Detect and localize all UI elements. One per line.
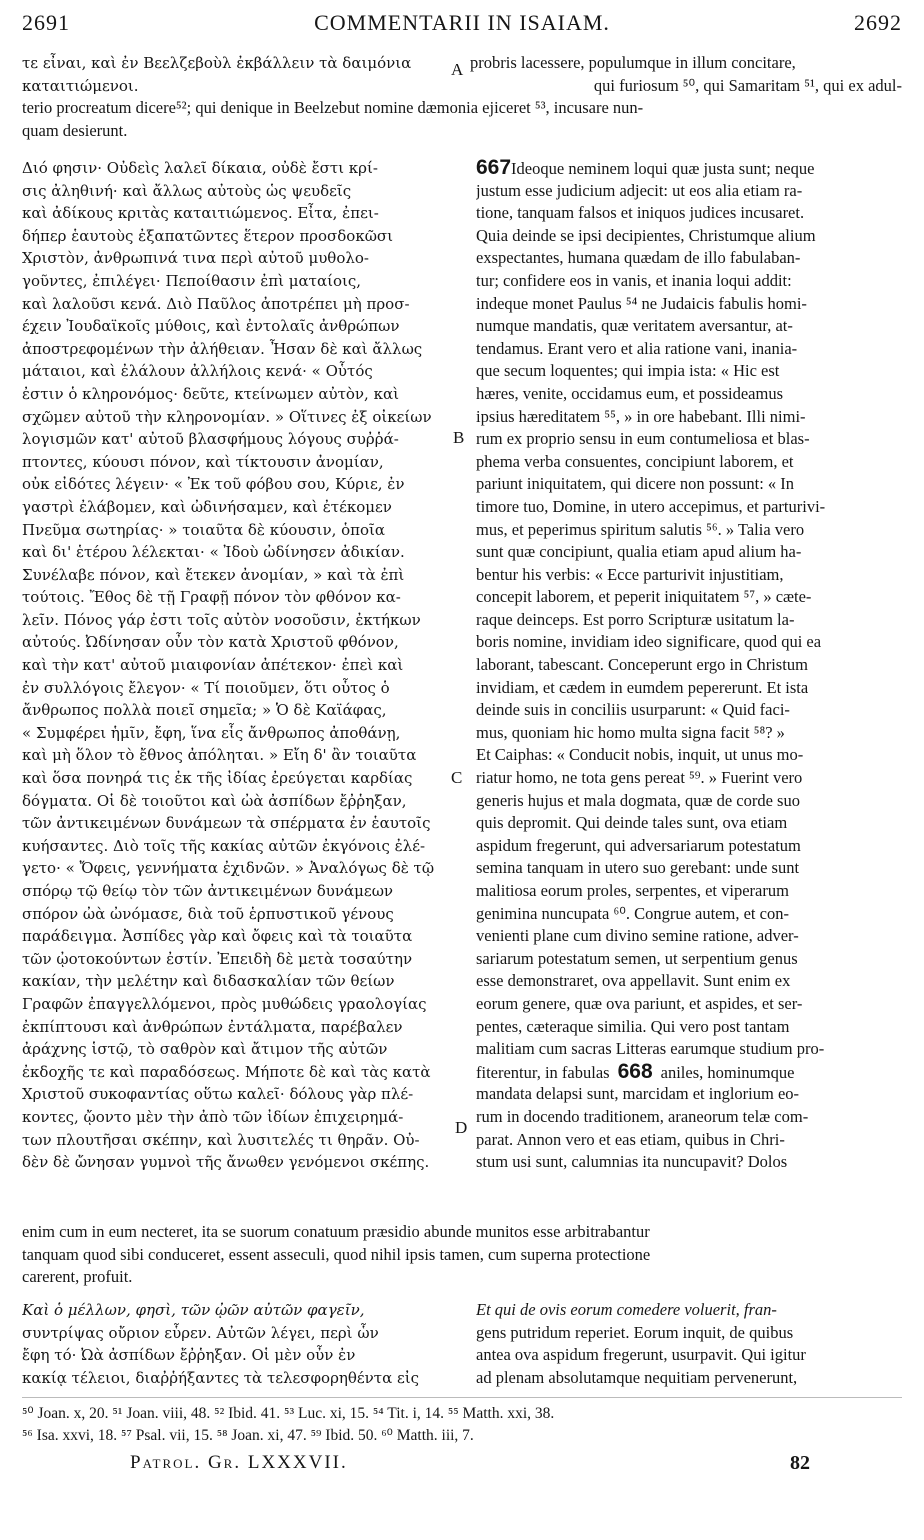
text-line: των πλουτῆσαι σκέπην, καὶ λυσιτελές τι θηρᾶν. Οὐ- bbox=[22, 1130, 420, 1149]
text-line: venienti plane cum divino semine ratione, adver- bbox=[476, 926, 799, 946]
text-line: ἐν συλλόγοις ἔλεγον· « Τί ποιοῦμεν, ὅτι οὗτος ὁ bbox=[22, 678, 390, 697]
text-line: δήπερ ἑαυτοὺς ἐξαπατῶντες ἕτερον προσδοκῶσι bbox=[22, 226, 394, 245]
text-line: ἀποστρεφομένων τὴν ἀλήθειαν. Ἦσαν δὲ καὶ ἄλλως bbox=[22, 339, 423, 358]
text-line: laborant, tabescant. Conceperunt ergo in Christum bbox=[476, 655, 808, 675]
text-line: gens putridum reperiet. Eorum inquit, de quibus bbox=[476, 1322, 794, 1342]
text-line: tendamus. Erant vero et alia ratione vani, inania- bbox=[476, 338, 798, 358]
text-line: phema verba consuentes, concipiunt laborem, et bbox=[476, 451, 794, 471]
top-full-width bbox=[22, 97, 902, 142]
text-line: δὲν δὲ ὤνησαν γυμνοὶ τῆς ἄνωθεν γενόμενοι σκέπης. bbox=[22, 1153, 430, 1172]
text-line: Quia deinde se ipsi decipientes, Christumque alium bbox=[476, 225, 816, 245]
text-line: οὐκ εἰδότες λέγειν· « Ἐκ τοῦ φόβου σου, Κύριε, ἐν bbox=[22, 475, 405, 494]
text-line: quam desierunt. bbox=[22, 120, 128, 140]
text-line: malitiosa eorum proles, serpentes, et viperarum bbox=[476, 881, 789, 900]
text-line: πτοντες, κύουσι πόνον, καὶ τίκτουσιν ἀνομίαν, bbox=[22, 452, 384, 471]
text-line: justum esse judicium adjecit: ut eos alia etiam ra- bbox=[476, 180, 803, 200]
text-line: boris nomine, invidiam ideo significare, quod qui ea bbox=[476, 632, 822, 652]
margin-letter-c: C bbox=[451, 768, 463, 787]
text-line: σπόρῳ τῷ θείῳ τὸν τῶν ἀντικειμένων δυνάμεων bbox=[22, 882, 394, 900]
text-line: ἐστιν ὁ κληρονόμος· δεῦτε, κτείνωμεν αὐτὸν, καὶ bbox=[22, 384, 399, 403]
greek-column-2 bbox=[22, 1299, 447, 1389]
text-line: tione, tanquam falsos et iniquos judices incusaret. bbox=[476, 203, 805, 223]
footnote-divider bbox=[22, 1397, 902, 1398]
section1-full-width bbox=[22, 1221, 902, 1289]
text-line: Γραφῶν ἐπαγγελλόμενοι, πρὸς μυθώδεις γραολογίας bbox=[22, 994, 427, 1013]
text-span: fiterentur, in fabulas bbox=[476, 1062, 610, 1082]
text-line: indeque monet Paulus ⁵⁴ ne Judaicis fabulis homi- bbox=[476, 293, 807, 313]
text-line: pariunt iniquitatem, qui dicere non possunt: « In bbox=[476, 474, 795, 494]
text-line: ad plenam absolutamque nequitiam pervenerunt, bbox=[476, 1367, 798, 1387]
text-line: rum in docendo traditionem, araneorum telæ com- bbox=[476, 1106, 809, 1126]
text-line: Et Caiphas: « Conducit nobis, inquit, ut unus mo- bbox=[476, 745, 804, 765]
text-line: σπόρον ὠὰ ὠνόμασε, διὰ τοῦ ἑρπυστικοῦ γένους bbox=[22, 904, 394, 923]
text-line: καὶ τὴν κατ' αὐτοῦ μιαιφονίαν ἀπέτεκον· ἐπεὶ καὶ bbox=[22, 656, 404, 675]
margin-letter-d: D bbox=[455, 1118, 468, 1137]
text-line: γοῦντες, ἐπιλέγει· Πεποίθασιν ἐπὶ ματαίοις, bbox=[22, 271, 362, 290]
text-line: ipsius hæreditatem ⁵⁵, » in ore habebant. Illi nimi- bbox=[476, 406, 806, 426]
text-line: σις ἀληθινή· καὶ ἄλλως αὐτοὺς ὡς ψευδεῖς bbox=[22, 181, 352, 200]
text-line: mandata delapsi sunt, marcidam et inglorium eo- bbox=[476, 1084, 800, 1104]
latin-column-2 bbox=[476, 1299, 902, 1389]
top-greek bbox=[22, 52, 442, 97]
text-line: parat. Annon vero et eas etiam, quibus in Chri- bbox=[476, 1129, 785, 1149]
text-line: έχειν Ἰουδαϊκοῖς μύθοις, καὶ ἐντολαῖς ἀνθρώπων bbox=[22, 317, 400, 336]
text-line: σχῶμεν αὐτοῦ τὴν κληρονομίαν. » Οἵτινες ἐξ οἰκείων bbox=[22, 407, 432, 426]
text-line: Διό φησιν· Οὐδεὶς λαλεῖ δίκαια, οὐδὲ ἔστι κρί- bbox=[22, 159, 378, 177]
text-line: raque deinceps. Est porro Scripturæ usitatum la- bbox=[476, 609, 795, 629]
text-line: δόγματα. Οἱ δὲ τοιοῦτοι καὶ ὠὰ ἀσπίδων ἔῤῥηξαν, bbox=[22, 791, 407, 810]
text-line: quis depromit. Qui deinde tales sunt, ova etiam bbox=[476, 813, 788, 833]
column-number: 667 bbox=[476, 157, 512, 179]
margin-letter-a: A bbox=[451, 60, 464, 79]
footnote-line-1: ⁵⁰ Joan. x, 20. ⁵¹ Joan. viii, 48. ⁵² Ibid. 41. ⁵³ Luc. xi, 15. ⁵⁴ Tit. i, 14. ⁵⁵ Matth. xxi, 38. bbox=[22, 1405, 555, 1422]
latin-column bbox=[476, 157, 902, 1174]
text-line: malitiam cum sacras Litteras earumque studium pro- bbox=[476, 1039, 825, 1059]
text-line: « Συμφέρει ἡμῖν, ἔφη, ἵνα εἷς ἄνθρωπος ἀποθάνῃ, bbox=[22, 723, 401, 742]
text-line: Χριστοῦ συκοφαντίας οὕτω καλεῖ· δόλους γὰρ πλέ- bbox=[22, 1085, 414, 1104]
text-line: eorum genere, quæ ova pariunt, et aspides, et ser- bbox=[476, 993, 803, 1013]
text-line: sariarum potestatum semen, ut serpentium genus bbox=[476, 948, 798, 968]
text-line: τῶν ᾠοτοκούντων ἐστίν. Ἐπειδὴ δὲ μετὰ τοσαύτην bbox=[22, 949, 413, 968]
text-line: tur; confidere eos in vanis, et inania loqui addit: bbox=[476, 270, 792, 290]
top-latin bbox=[470, 52, 902, 97]
text-line: κοντες, ᾤοντο μὲν τὴν ἀπὸ τῶν ἰδίων ἐπιχειρημά- bbox=[22, 1107, 404, 1126]
text-line: generis hujus et mala dogmata, quæ de corde suo bbox=[476, 790, 800, 810]
text-line: timore tuo, Domine, in utero accepimus, et parturivi- bbox=[476, 496, 826, 516]
text-line: καὶ ὅσα πονηρά τις ἐκ τῆς ἰδίας ἐρεύγεται καρδίας bbox=[22, 769, 413, 788]
text-line: deinde suis in conciliis usurparunt: « Quid faci- bbox=[476, 700, 790, 720]
text-span: aniles, hominumque bbox=[660, 1062, 795, 1082]
text-line: pentes, cæteraque similia. Qui vero post tantam bbox=[476, 1016, 790, 1036]
text-line: aspidum fregerunt, qui adversariarum potestatum bbox=[476, 835, 801, 855]
text-line: qui furiosum ⁵⁰, qui Samaritam ⁵¹, qui ex adul- bbox=[593, 75, 902, 95]
text-line: γετο· « Ὄφεις, γεννήματα ἐχιδνῶν. » Ἀναλόγως δὲ τῷ bbox=[22, 859, 435, 878]
text-line: καὶ ἀδίκους κριτὰς καταιτιώμενος. Εἶτα, ἐπει- bbox=[22, 204, 379, 223]
text-line: invidiam, et cædem in eumdem pepererunt. Et ista bbox=[476, 677, 809, 697]
text-line: mus, et peperimus spiritum salutis ⁵⁶. » Talia vero bbox=[476, 519, 805, 539]
text-line: ἐκπίπτουσι καὶ ἀνθρώπων ἐντάλματα, παρέβαλεν bbox=[22, 1017, 403, 1036]
greek-column bbox=[22, 157, 447, 1174]
text-line: stum usi sunt, calumnias ita nuncupavit? Dolos bbox=[476, 1152, 788, 1172]
text-line: concepit laborem, et peperit iniquitatem ⁵⁷, » cæte- bbox=[476, 587, 812, 607]
text-line: terio procreatum dicere⁵²; qui denique in Beelzebut nomine dæmonia ejiceret ⁵³, incusare nun- bbox=[22, 98, 644, 117]
text-line: exspectantes, humana quædam de illo fabulaban- bbox=[476, 248, 801, 268]
text-line: ἄνθρωπος πολλὰ ποιεῖ σημεῖα; » Ὁ δὲ Καϊάφας, bbox=[22, 701, 387, 720]
text-line: sunt quæ concipiunt, qualia etiam apud alium ha- bbox=[476, 542, 802, 562]
footer-signature: 82 bbox=[790, 1452, 810, 1474]
text-span: Ideoque neminem loqui quæ justa sunt; neque bbox=[511, 159, 815, 178]
text-line: μάταιοι, καὶ ἐλάλουν ἀλλήλοις κενά· « Οὗτός bbox=[22, 362, 373, 381]
left-column-number: 2691 bbox=[22, 10, 70, 35]
text-line: κυήσαντες. Διὸ τοῖς τῆς κακίας αὐτῶν ἐκγόνοις ἐλέ- bbox=[22, 836, 426, 855]
text-line: καταιτιώμενοι. bbox=[22, 76, 139, 95]
text-line: hæres, venite, occidamus eum, et possideamus bbox=[476, 383, 784, 403]
text-line: καὶ μὴ ὅλον τὸ ἔθνος ἀπόληται. » Εἴη δ' ἂν τοιαῦτα bbox=[22, 746, 417, 765]
text-line: esse demonstraret, ova appellavit. Sunt enim ex bbox=[476, 971, 791, 991]
text-line: que secum loquentes; qui impia ista: « Hic est bbox=[476, 361, 780, 381]
footnote-line-2: ⁵⁶ Isa. xxvi, 18. ⁵⁷ Psal. vii, 15. ⁵⁸ Joan. xi, 47. ⁵⁹ Ibid. 50. ⁶⁰ Matth. iii, 7. bbox=[22, 1427, 474, 1444]
text-line: λογισμῶν κατ' αὐτοῦ βλασφήμους λόγους συῤῥά- bbox=[22, 430, 399, 449]
column-number: 668 bbox=[617, 1060, 653, 1083]
text-line: λεῖν. Πόνος γάρ ἐστι τοῖς αὐτὸν νοσοῦσιν, ἐκτήκων bbox=[22, 610, 421, 629]
footer-series: Patrol. Gr. LXXXVII. bbox=[130, 1452, 348, 1473]
text-line: Πνεῦμα σωτηρίας· » τοιαῦτα δὲ κύουσιν, ὁποῖα bbox=[22, 520, 386, 539]
right-column-number: 2692 bbox=[854, 10, 902, 35]
text-line: καὶ δι' ἑτέρου λέλεκται· « Ἰδοὺ ὠδίνησεν ἀδικίαν. bbox=[22, 543, 405, 562]
text-line: Καὶ ὁ μέλλων, φησὶ, τῶν ᾠῶν αὐτῶν φαγεῖν, bbox=[22, 1301, 365, 1319]
text-line bbox=[476, 1061, 902, 1084]
text-line: γαστρὶ ἐλάβομεν, καὶ ὠδινήσαμεν, καὶ ἐτέκομεν bbox=[22, 497, 392, 516]
text-line: genimina nuncupata ⁶⁰. Congrue autem, et con- bbox=[476, 903, 789, 923]
text-line: συντρίψας οὔριον εὗρεν. Αὐτῶν λέγει, περὶ ὧν bbox=[22, 1323, 379, 1342]
text-line: κακίᾳ τέλειοι, διαῤῥήξαντες τὰ τελεσφορηθέντα εἰς bbox=[22, 1368, 420, 1387]
text-line: ἀράχνης ἱστῷ, τὸ σαθρὸν καὶ ἄτιμον τῆς αὐτῶν bbox=[22, 1040, 388, 1059]
text-line: τούτοις. Ἔθος δὲ τῇ Γραφῇ πόνον τὸν φθόνον κα- bbox=[22, 588, 401, 607]
text-line: αὐτούς. Ὠδίνησαν οὖν τὸν κατὰ Χριστοῦ φθόνον, bbox=[22, 633, 399, 652]
text-line: τῶν ἀντικειμένων δυνάμεων τὰ σπέρματα ἐν ἑαυτοῖς bbox=[22, 814, 431, 833]
text-line: tanquam quod sibi conduceret, essent asseculi, quod nihil ipsis tamen, cum superna protectione bbox=[22, 1244, 651, 1264]
text-line: ἔφη τό· Ὠὰ ἀσπίδων ἔῤῥηξαν. Οἱ μὲν οὖν ἐν bbox=[22, 1346, 356, 1365]
text-line: Χριστὸν, ἀνθρωπινά τινα περὶ αὐτοῦ μυθολο- bbox=[22, 249, 369, 268]
text-line: τε εἶναι, καὶ ἐν Βεελζεβοὺλ ἐκβάλλειν τὰ δαιμόνια bbox=[22, 54, 412, 72]
text-line: numque mandatis, quæ veritatem aversantur, at- bbox=[476, 316, 793, 336]
text-line: riatur homo, ne tota gens pereat ⁵⁹. » Fuerint vero bbox=[476, 768, 803, 788]
text-line: semina tanquam in utero suo gerebant: unde sunt bbox=[476, 858, 800, 878]
text-line: Συνέλαβε πόνον, καὶ ἔτεκεν ἀνομίαν, » καὶ τὰ ἐπὶ bbox=[22, 565, 405, 584]
text-line: antea ova aspidum fregerunt, usurpavit. Qui igitur bbox=[476, 1345, 806, 1365]
text-line: probris lacessere, populumque in illum concitare, bbox=[470, 53, 796, 72]
text-line: ἐκδοχῆς τε καὶ παραδόσεως. Μήποτε δὲ καὶ τὰς κατὰ bbox=[22, 1062, 431, 1081]
text-line: mus, quoniam hic homo multa signa facit ⁵⁸? » bbox=[476, 722, 785, 742]
text-line: Et qui de ovis eorum comedere voluerit, fran- bbox=[476, 1300, 777, 1319]
page-title: COMMENTARII IN ISAIAM. bbox=[314, 10, 610, 35]
text-line: bentur his verbis: « Ecce parturivit injustitiam, bbox=[476, 564, 784, 584]
margin-letter-b: B bbox=[453, 428, 465, 447]
text-line: καὶ λαλοῦσι κενά. Διὸ Παῦλος ἀποτρέπει μὴ προσ- bbox=[22, 294, 410, 313]
text-line bbox=[476, 157, 902, 180]
text-line: κακίαν, τὴν μελέτην καὶ διδασκαλίαν τῶν θείων bbox=[22, 972, 395, 991]
running-header bbox=[22, 10, 902, 42]
text-line: carerent, profuit. bbox=[22, 1267, 133, 1287]
text-line: enim cum in eum necteret, ita se suorum conatuum præsidio abunde munitos esse arbitrabantur bbox=[22, 1222, 650, 1241]
text-line: παράδειγμα. Ἀσπίδες γὰρ καὶ ὄφεις καὶ τὰ τοιαῦτα bbox=[22, 927, 413, 946]
text-line: rum ex proprio sensu in eum contumeliosa et blas- bbox=[476, 429, 810, 449]
